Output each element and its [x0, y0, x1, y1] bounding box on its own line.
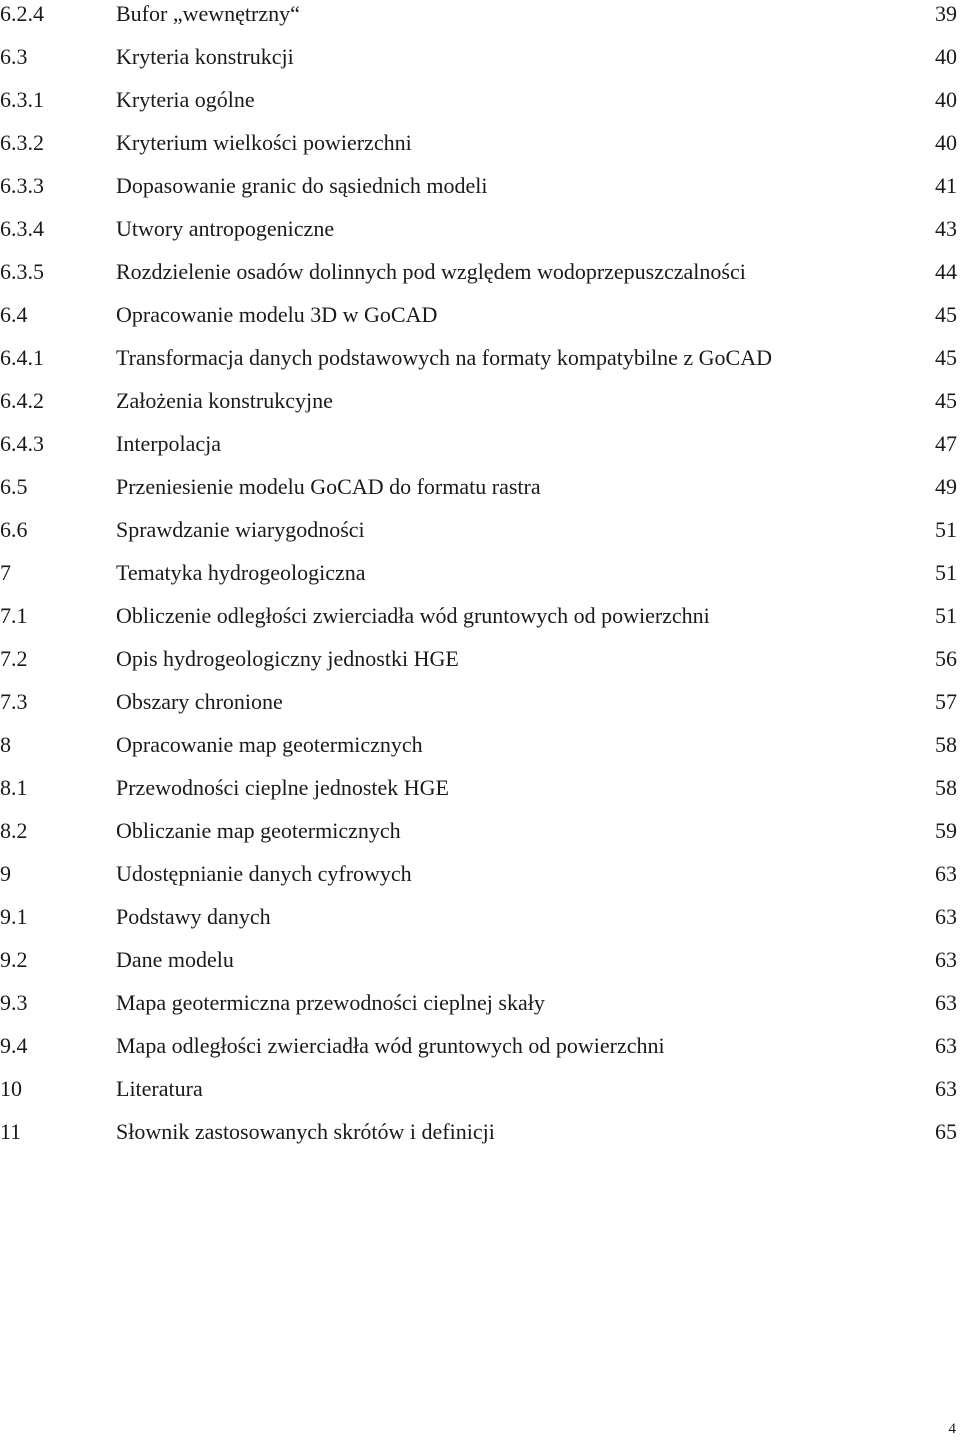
toc-entry-page: 58	[935, 775, 957, 800]
toc-entry[interactable]	[0, 0, 960, 43]
toc-entry[interactable]	[0, 645, 960, 688]
toc-entry-number: 8	[0, 732, 11, 757]
toc-entry-number: 10	[0, 1076, 22, 1101]
toc-entry[interactable]	[0, 903, 960, 946]
toc-entry-title: Opis hydrogeologiczny jednostki HGE	[116, 646, 459, 671]
toc-entry-number: 9.3	[0, 990, 28, 1015]
toc-entry-title: Sprawdzanie wiarygodności	[116, 517, 365, 542]
toc-entry-number: 9.1	[0, 904, 28, 929]
toc-entry-number: 6.5	[0, 474, 28, 499]
toc-entry-page: 39	[935, 1, 957, 26]
toc-entry-title: Mapa odległości zwierciadła wód gruntowych od powierzchni	[116, 1033, 665, 1058]
toc-entry[interactable]	[0, 731, 960, 774]
toc-entry-number: 7.2	[0, 646, 28, 671]
toc-entry-number: 6.3.3	[0, 173, 44, 198]
toc-entry-number: 9.2	[0, 947, 28, 972]
toc-entry-page: 51	[935, 517, 957, 542]
toc-entry-number: 8.2	[0, 818, 28, 843]
toc-entry-number: 9	[0, 861, 11, 886]
toc-entry-page: 40	[935, 44, 957, 69]
toc-entry-number: 6.4.2	[0, 388, 44, 413]
toc-entry-title: Dopasowanie granic do sąsiednich modeli	[116, 173, 488, 198]
toc-entry-title: Kryteria ogólne	[116, 87, 255, 112]
toc-entry-title: Dane modelu	[116, 947, 234, 972]
toc-entry-page: 58	[935, 732, 957, 757]
toc-entry-page: 47	[935, 431, 957, 456]
toc-entry-title: Kryteria konstrukcji	[116, 44, 294, 69]
toc-entry[interactable]	[0, 473, 960, 516]
toc-entry-page: 63	[935, 904, 957, 929]
toc-entry-page: 63	[935, 1076, 957, 1101]
toc-entry[interactable]	[0, 1075, 960, 1118]
toc-entry-title: Udostępnianie danych cyfrowych	[116, 861, 412, 886]
toc-entry-page: 40	[935, 87, 957, 112]
toc-entry-title: Opracowanie modelu 3D w GoCAD	[116, 302, 438, 327]
toc-entry-page: 59	[935, 818, 957, 843]
toc-entry-title: Obliczenie odległości zwierciadła wód gruntowych od powierzchni	[116, 603, 710, 628]
toc-entry-title: Podstawy danych	[116, 904, 271, 929]
toc-entry[interactable]	[0, 559, 960, 602]
toc-entry[interactable]	[0, 516, 960, 559]
toc-entry[interactable]	[0, 774, 960, 817]
toc-entry[interactable]	[0, 129, 960, 172]
toc-entry-page: 44	[935, 259, 957, 284]
toc-entry[interactable]	[0, 817, 960, 860]
toc-entry[interactable]	[0, 860, 960, 903]
toc-entry-title: Rozdzielenie osadów dolinnych pod względem wodoprzepuszczalności	[116, 259, 746, 284]
toc-entry-page: 65	[935, 1119, 957, 1144]
toc-entry-title: Opracowanie map geotermicznych	[116, 732, 423, 757]
toc-entry[interactable]	[0, 301, 960, 344]
toc-entry-page: 51	[935, 603, 957, 628]
toc-entry-number: 6.4	[0, 302, 28, 327]
toc-entry-number: 6.3.5	[0, 259, 44, 284]
toc-entry-number: 6.3	[0, 44, 28, 69]
toc-entry-title: Obliczanie map geotermicznych	[116, 818, 401, 843]
toc-entry-number: 7.3	[0, 689, 28, 714]
toc-entry-page: 40	[935, 130, 957, 155]
toc-entry-number: 6.6	[0, 517, 28, 542]
toc-entry-title: Kryterium wielkości powierzchni	[116, 130, 412, 155]
toc-entry-number: 6.4.3	[0, 431, 44, 456]
toc-entry-number: 9.4	[0, 1033, 28, 1058]
toc-entry-number: 8.1	[0, 775, 28, 800]
toc-entry-page: 57	[935, 689, 957, 714]
toc-entry-page: 63	[935, 947, 957, 972]
toc-entry-number: 7.1	[0, 603, 28, 628]
toc-entry[interactable]	[0, 989, 960, 1032]
toc-entry[interactable]	[0, 430, 960, 473]
toc-entry-number: 6.3.2	[0, 130, 44, 155]
page-number: 4	[948, 1421, 956, 1437]
toc-entry-title: Utwory antropogeniczne	[116, 216, 335, 241]
toc-entry-page: 45	[935, 302, 957, 327]
toc-entry-number: 7	[0, 560, 11, 585]
toc-entry-title: Mapa geotermiczna przewodności cieplnej skały	[116, 990, 545, 1015]
toc-entry-title: Tematyka hydrogeologiczna	[116, 560, 366, 585]
toc-entry[interactable]	[0, 86, 960, 129]
toc-entry-number: 6.4.1	[0, 345, 44, 370]
toc-entry[interactable]	[0, 688, 960, 731]
toc-entry-title: Słownik zastosowanych skrótów i definicji	[116, 1119, 495, 1144]
toc-entry-page: 49	[935, 474, 957, 499]
toc-entry[interactable]	[0, 43, 960, 86]
toc-entry-title: Interpolacja	[116, 431, 222, 456]
toc-entry[interactable]	[0, 946, 960, 989]
toc-entry-title: Transformacja danych podstawowych na formaty kompatybilne z GoCAD	[116, 345, 772, 370]
toc-entry-title: Założenia konstrukcyjne	[116, 388, 333, 413]
toc-entry-page: 63	[935, 1033, 957, 1058]
toc-entry-title: Bufor „wewnętrzny“	[116, 1, 300, 26]
toc-entry[interactable]	[0, 1032, 960, 1075]
toc-entry-page: 63	[935, 990, 957, 1015]
toc-entry-number: 6.3.1	[0, 87, 44, 112]
toc-entry-title: Obszary chronione	[116, 689, 283, 714]
toc-entry[interactable]	[0, 172, 960, 215]
toc-entry-page: 63	[935, 861, 957, 886]
toc-entry-number: 6.3.4	[0, 216, 44, 241]
toc-entry[interactable]	[0, 258, 960, 301]
toc-entry-number: 6.2.4	[0, 1, 44, 26]
toc-entry[interactable]	[0, 602, 960, 645]
toc-entry-number: 11	[0, 1119, 22, 1144]
toc-entry-page: 45	[935, 388, 957, 413]
toc-entry[interactable]	[0, 387, 960, 430]
toc-entry-title: Przeniesienie modelu GoCAD do formatu rastra	[116, 474, 541, 499]
toc-entry-page: 41	[935, 173, 957, 198]
toc-entry-page: 43	[935, 216, 957, 241]
toc-entry[interactable]	[0, 344, 960, 387]
toc-entry-page: 45	[935, 345, 957, 370]
toc-entry-title: Przewodności cieplne jednostek HGE	[116, 775, 449, 800]
toc-entry-title: Literatura	[116, 1076, 203, 1101]
toc-entry-page: 51	[935, 560, 957, 585]
toc-entry[interactable]	[0, 215, 960, 258]
toc-entry-page: 56	[935, 646, 957, 671]
toc-entry[interactable]	[0, 1118, 960, 1161]
